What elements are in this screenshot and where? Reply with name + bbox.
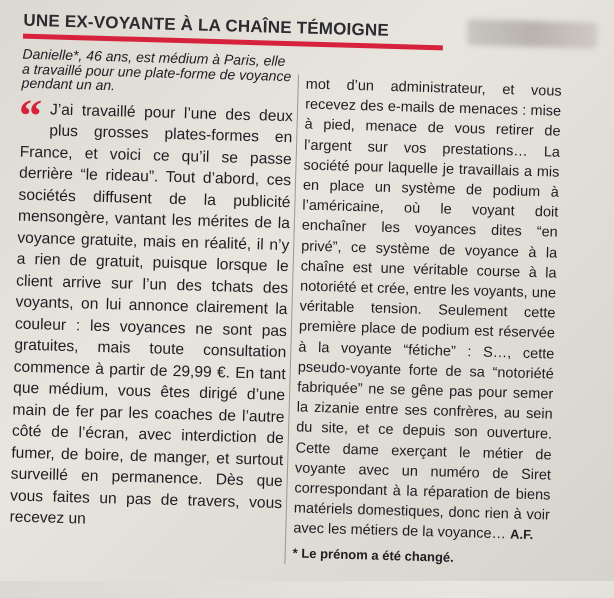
article-intro: Danielle*, 46 ans, est médium à Paris, elle a travaillé pour une plate-forme de voyance pendant un an. [21,45,292,94]
article-footnote: * Le prénom a été changé. [292,545,454,565]
body-right-text: mot d’un administrateur, et vous recevez des e-mails de menaces : mise à pied, menace de vous retirer de l’argent sur vos prestations… La société pour laquelle je travaillais a mis en place un système de podium à l’américaine, où le voyant doit enchaîner les voyances dites “en privé”, ce système de voyance à la chaîne est une véritable course à la notoriété et crée, entre les voyants, une véritable tension. Seulement cette première place de podium est réservée à la voyante “fétiche” : S…, cette pseudo-voyante forte de sa “notoriété fabriquée” ne se gêne pas pour semer la zizanie entre ses confrères, au sein du site, et ce depuis son ouverture. Cette dame exerçant le métier de voyante avec un numéro de Siret correspondant à la réparation de biens matériels domestiques, donc rien à voir avec les métiers de la voyance… [293,76,562,543]
article-body-right [293,75,562,547]
body-left-text: J’ai travaillé pour l’une des deux plus grosses plates-formes en France, et voici ce qu’il se passe derrière “le rideau”. Tout d’abord, ces sociétés diffusent de la publicité mensongère, vantant les mérites de la voyance gratuite, mais en réalité, il n’y a rien de gratuit, puisque lorsque le client arrive sur l’un des tchats des voyants, on lui annonce clairement la couleur : les voyances ne sont pas gratuites, mais toute consultation commence à partir de 29,99 €. En tant que médium, vous êtes dirigé d’une main de fer par les coaches de l’autre côté de l’écran, avec interdiction de fumer, de boire, de manger, et surtout surveillé en permanence. Dès que vous faites un pas de travers, vous recevez un [9,100,294,528]
article-title: UNE EX-VOYANTE À LA CHAÎNE TÉMOIGNE [23,11,444,51]
author-signature: A.F. [509,526,534,543]
article-body-left [9,89,294,535]
article-column-left [9,47,294,536]
blurred-corner-label [467,19,598,49]
quote-mark-icon: “ [18,89,43,141]
article-column-right [292,75,561,568]
